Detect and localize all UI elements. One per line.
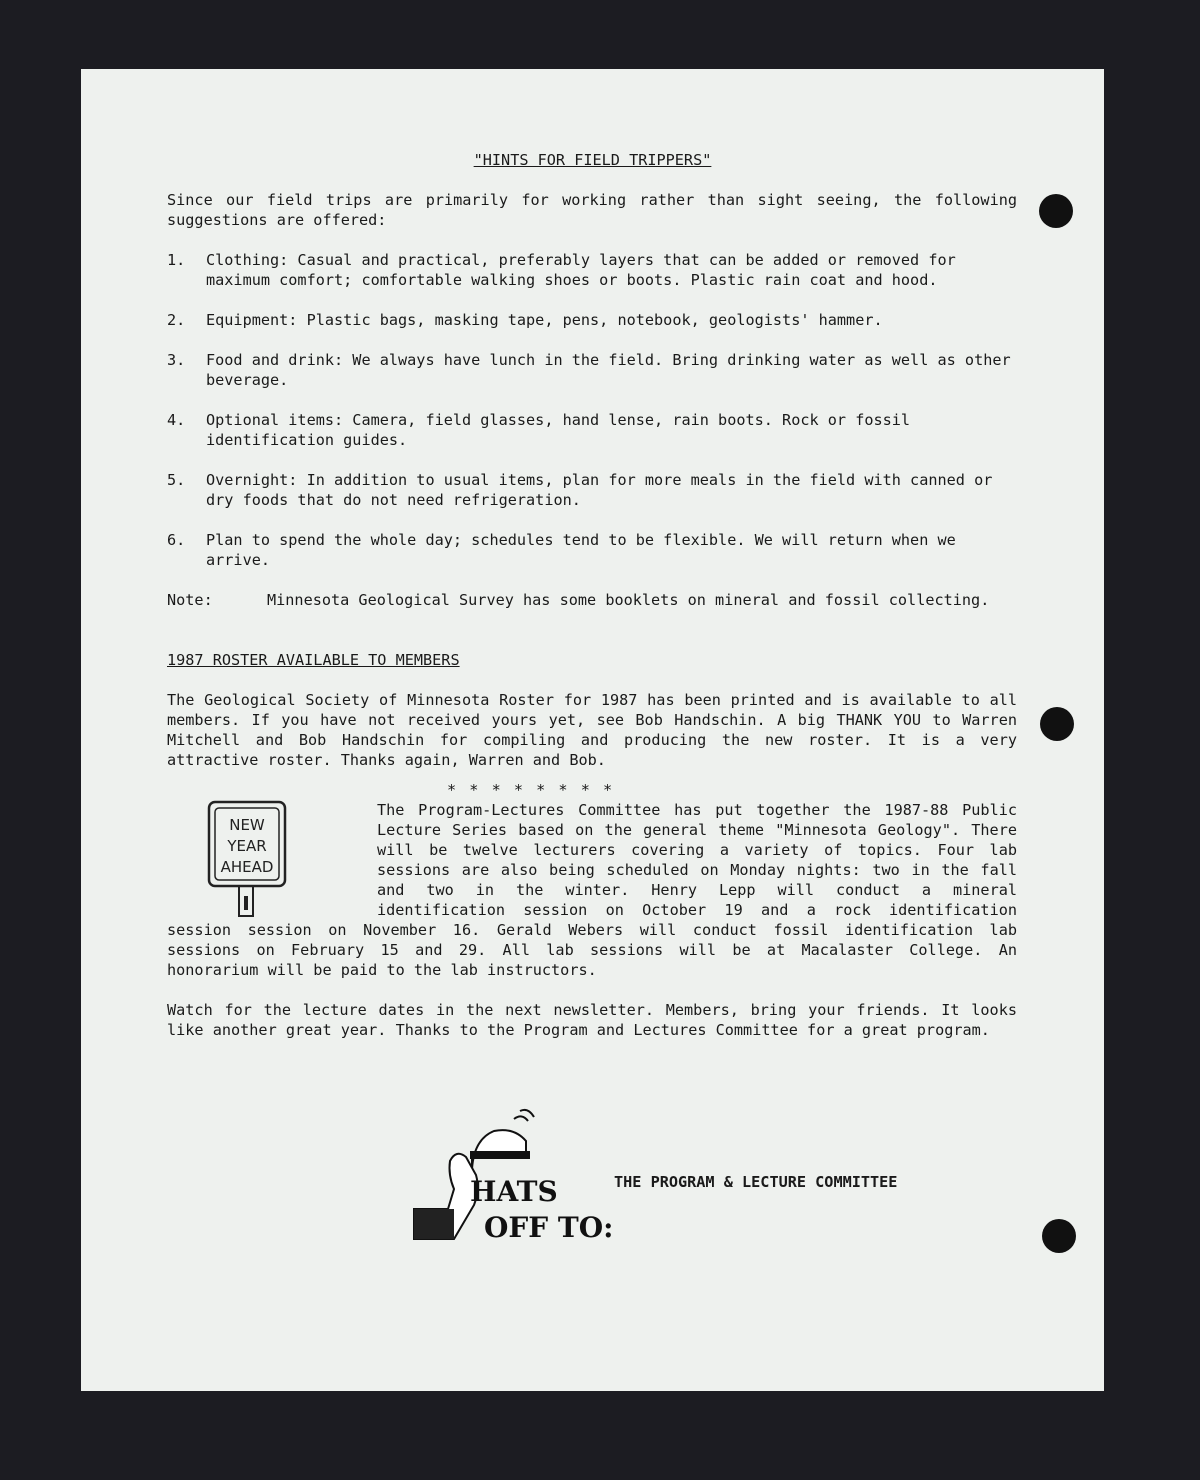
svg-text:NEW: NEW	[229, 816, 265, 834]
roster-heading: 1987 ROSTER AVAILABLE TO MEMBERS	[167, 651, 460, 669]
punch-hole-top	[1039, 194, 1073, 228]
hint-item: 6. Plan to spend the whole day; schedules tend to be flexible. We will return when we arrive.	[167, 531, 956, 569]
watch-paragraph: Watch for the lecture dates in the next newsletter. Members, bring your friends. It looks like another great year. Thanks to the Program and Lectures Committee for a great program.	[167, 1001, 1017, 1039]
punch-hole-middle	[1040, 707, 1074, 741]
svg-text:OFF TO:: OFF TO:	[484, 1211, 614, 1244]
lecture-paragraph: The Program-Lectures Committee has put together the 1987-88 Public Lecture Series based on the general theme "Minnesota Geology". There will be twelve lecturers covering a variety of topics. Four lab sessions are also being scheduled on Monday nights: two in the fall and two in the winter. Henry Lepp will conduct a mineral identification session on October 19 and a rock identification session session on November 16. Gerald Webers will conduct fossil identification lab sessions on February 15 and 29. All lab sessions will be at Macalaster College. An honorarium will be paid to the lab instructors.	[167, 801, 1017, 979]
hint-item: 5. Overnight: In addition to usual items, plan for more meals in the field with canned or dry foods that do not need refrigeration.	[167, 471, 993, 509]
committee-name: THE PROGRAM & LECTURE COMMITTEE	[614, 1173, 898, 1191]
hint-item: 4. Optional items: Camera, field glasses, hand lense, rain boots. Rock or fossil identification guides.	[167, 411, 911, 449]
page-title: "HINTS FOR FIELD TRIPPERS"	[473, 151, 712, 169]
hint-item: 1. Clothing: Casual and practical, preferably layers that can be added or removed for maximum comfort; comfortable walking shoes or boots. Plastic rain coat and hood.	[167, 251, 956, 289]
hint-item: 2. Equipment: Plastic bags, masking tape, pens, notebook, geologists' hammer.	[167, 311, 883, 329]
hints-list	[167, 250, 1017, 570]
svg-text:HATS: HATS	[470, 1175, 558, 1208]
roster-paragraph: The Geological Society of Minnesota Roster for 1987 has been printed and is available to all members. If you have not received yours yet, see Bob Handschin. A big THANK YOU to Warren Mitchell and Bob Handschin for compiling and producing the new roster. It is a very attractive roster. Thanks again, Warren and Bob.	[167, 691, 1017, 769]
hats-off-hand-icon	[414, 1109, 614, 1259]
separator-stars: * * * * * * * *	[447, 781, 615, 799]
lecture-block	[167, 800, 1017, 980]
intro-paragraph: Since our field trips are primarily for working rather than sight seeing, the following suggestions are offered:	[167, 191, 1017, 229]
hint-item: 3. Food and drink: We always have lunch in the field. Bring drinking water as well as other beverage.	[167, 351, 1011, 389]
svg-text:AHEAD: AHEAD	[220, 858, 274, 876]
main-text	[167, 190, 1017, 1040]
note-paragraph: Note: Minnesota Geological Survey has some booklets on mineral and fossil collecting.	[167, 591, 990, 609]
punch-hole-bottom	[1042, 1219, 1076, 1253]
new-year-ahead-sign-icon	[207, 800, 337, 920]
document-page	[81, 69, 1104, 1391]
svg-text:YEAR: YEAR	[227, 837, 267, 855]
